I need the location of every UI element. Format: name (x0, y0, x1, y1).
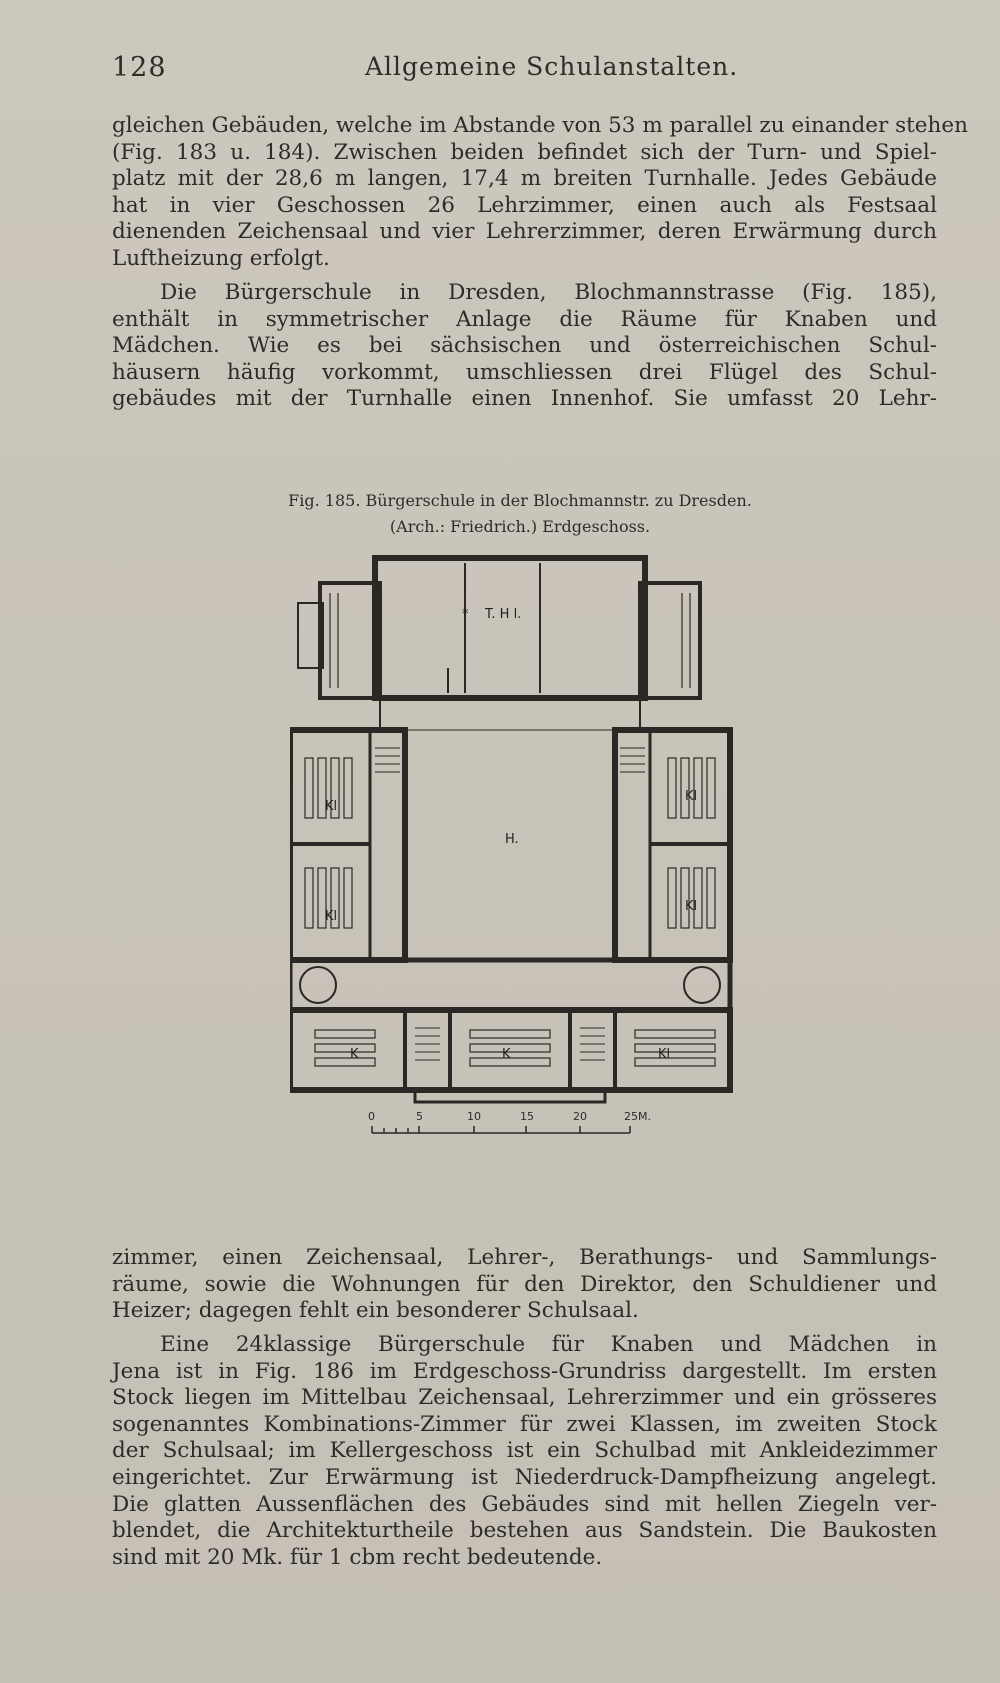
text-line: blendet, die Architekturtheile bestehen aus Sandstein. Die Baukosten (112, 1518, 937, 1544)
text-line: Eine 24klassige Bürgerschule für Knaben und Mädchen in (160, 1332, 937, 1357)
scale-tick-label: 0 (368, 1110, 375, 1123)
front-corridor (290, 960, 730, 1010)
text-line: platz mit der 28,6 m langen, 17,4 m breiten Turnhalle. Jedes Gebäude (112, 166, 937, 192)
text-line: (Fig. 183 u. 184). Zwischen beiden befindet sich der Turn- und Spiel- (112, 139, 937, 165)
text-line: gebäudes mit der Turnhalle einen Innenhof. Sie umfasst 20 Lehr- (112, 386, 937, 412)
text-line: enthält in symmetrischer Anlage die Räume für Knaben und (112, 306, 937, 332)
text-line: dienenden Zeichensaal und vier Lehrerzimmer, deren Erwärmung durch (112, 219, 937, 245)
classroom-label: Kl (685, 789, 698, 804)
scale-bar (372, 1126, 630, 1133)
paragraph-1 (112, 113, 968, 273)
figure-caption-line-2: (Arch.: Friedrich.) Erdgeschoss. (389, 517, 651, 536)
text-line: Luftheizung erfolgt. (112, 245, 330, 271)
classroom-label: Kl (685, 899, 698, 914)
stair-tower-right (640, 583, 700, 698)
gym-asterisk: * (462, 607, 469, 622)
classroom-label: Kl (325, 909, 338, 924)
page-number: 128 (112, 52, 167, 83)
text-line: Jena ist in Fig. 186 im Erdgeschoss-Grundriss dargestellt. Im ersten (112, 1358, 937, 1384)
page-header (112, 52, 942, 92)
figure-caption (200, 488, 840, 540)
text-line: sind mit 20 Mk. für 1 cbm recht bedeutende. (112, 1544, 603, 1570)
classroom-label: Kl (325, 799, 338, 814)
courtyard-label: H. (505, 832, 519, 847)
scale-tick-label: 25M. (624, 1110, 651, 1123)
text-line: häusern häufig vorkommt, umschliessen drei Flügel des Schul- (112, 359, 937, 385)
text-line: Mädchen. Wie es bei sächsischen und österreichischen Schul- (112, 333, 937, 359)
scale-tick-label: 5 (416, 1110, 423, 1123)
text-line: zimmer, einen Zeichensaal, Lehrer-, Berathungs- und Sammlungs- (112, 1245, 937, 1270)
scale-tick-label: 20 (573, 1110, 587, 1123)
text-line: sogenanntes Kombinations-Zimmer für zwei Klassen, im zweiten Stock (112, 1411, 937, 1437)
scale-tick-label: 15 (520, 1110, 534, 1123)
classroom-label: Kl (658, 1047, 671, 1062)
classroom-label: K (350, 1047, 359, 1062)
floor-plan-figure (290, 548, 750, 1168)
paragraph-3 (112, 1245, 937, 1325)
text-line: Stock liegen im Mittelbau Zeichensaal, Lehrerzimmer und ein grösseres (112, 1385, 937, 1411)
paragraph-4 (112, 1332, 937, 1571)
gymnasium-outline (375, 558, 645, 698)
gym-label: T. H l. (485, 607, 522, 622)
text-line: Die Bürgerschule in Dresden, Blochmannstrasse (Fig. 185), (160, 280, 937, 305)
text-line: der Schulsaal; im Kellergeschoss ist ein Schulbad mit Ankleidezimmer (112, 1438, 937, 1464)
text-line: räume, sowie die Wohnungen für den Direktor, den Schuldiener und (112, 1271, 937, 1297)
classroom-label: K (502, 1047, 511, 1062)
paragraph-2 (112, 280, 937, 413)
text-line: Heizer; dagegen fehlt ein besonderer Schulsaal. (112, 1298, 639, 1324)
text-line: hat in vier Geschossen 26 Lehrzimmer, einen auch als Festsaal (112, 192, 937, 218)
text-line: eingerichtet. Zur Erwärmung ist Niederdruck-Dampfheizung angelegt. (112, 1464, 937, 1490)
text-line: gleichen Gebäuden, welche im Abstande von 53 m parallel zu einander stehen (112, 113, 968, 138)
running-title: Allgemeine Schulanstalten. (365, 52, 739, 81)
stair-tower-left (320, 583, 380, 698)
figure-caption-line-1: Fig. 185. Bürgerschule in der Blochmannstr. zu Dresden. (288, 491, 752, 510)
scale-tick-label: 10 (467, 1110, 481, 1123)
text-line: Die glatten Aussenflächen des Gebäudes sind mit hellen Ziegeln ver- (112, 1491, 937, 1517)
